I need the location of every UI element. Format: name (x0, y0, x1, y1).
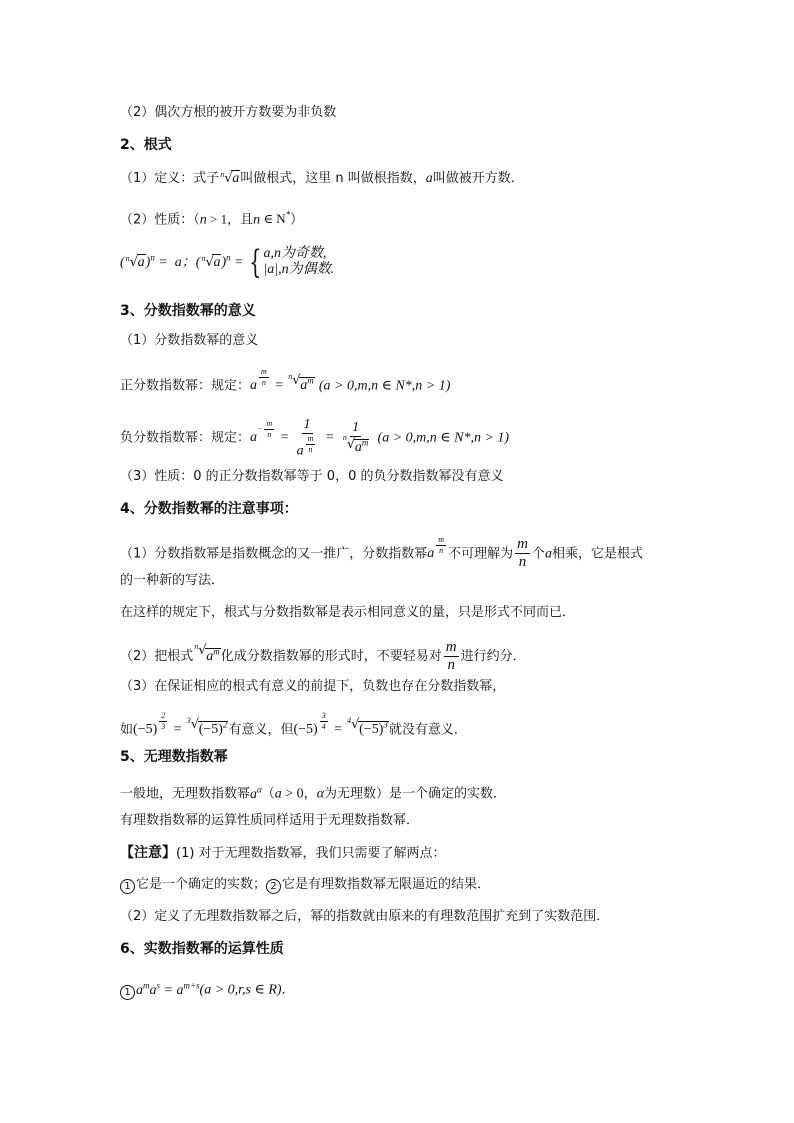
s51-text-a: 一般地，无理数指数幂 (120, 786, 251, 802)
note-extension: （2）定义了无理数指数幂之后，幂的指数就由原来的有理数范围扩充到了实数范围． (120, 909, 610, 924)
s51-text-b: （ (261, 786, 275, 802)
cases-block (263, 246, 334, 278)
pos-formula: a $^{\frac{m}{n}}$ = n √ $a^m$ (250, 367, 314, 394)
n1-var-a: a (544, 546, 552, 562)
note-block (120, 844, 446, 863)
note-4-2 (120, 640, 526, 673)
n2-text-a: （2）把根式 (120, 649, 194, 664)
n1-text-b: 不可理解为 (448, 546, 514, 562)
neg-condition: (a > 0,m,n ∈ N*,n > 1) (377, 430, 510, 446)
n1-text-d: 相乘，它是根式 (551, 546, 643, 562)
case-even: |a|,n为偶数. (263, 262, 335, 277)
note-points (120, 876, 490, 894)
n1-text-a: （1）分数指数幂是指数概念的又一推广，分数指数幂 (120, 546, 428, 562)
rule-1 (120, 976, 295, 1000)
section-6-heading: 6、实数指数幂的运算性质 (120, 941, 284, 957)
section-4-heading: 4、分数指数幂的注意事项： (120, 501, 298, 517)
radical-definition (120, 170, 524, 188)
n2-radical: n √ $a^m$ (194, 642, 220, 664)
n3b-text-a: 如 (120, 722, 134, 738)
note-4-1-cont: 的一种新的写法． (120, 573, 225, 588)
section-3-heading: 3、分数指数幂的意义 (120, 303, 256, 319)
positive-fraction-power (120, 368, 450, 395)
prop-text-b: ，且 (227, 212, 254, 228)
n2-text-c: 进行约分． (460, 649, 526, 664)
note-text: (1) 对于无理数指数幂，我们只需要了解两点： (176, 846, 446, 861)
n2-fraction: $\frac{m}{n}$ (445, 639, 457, 673)
subsection-3-1: （1）分数指数幂的意义 (120, 333, 259, 348)
a-alpha: $a^\alpha$ (250, 784, 262, 802)
circled-one-icon: 1 (120, 879, 135, 894)
note-4-3-example (120, 712, 467, 739)
radical-properties: （2）性质：（n > 1，且n ∈ N*） (120, 210, 304, 228)
def-text-a: （1）定义：式子 (120, 171, 220, 186)
circled-two-icon: 2 (266, 879, 281, 894)
neg-label: 负分数指数幂：规定： (120, 430, 251, 446)
prop-text-c: ） (290, 212, 304, 228)
note-4-1 (120, 536, 643, 570)
s51-text-c: ， (303, 786, 317, 802)
irrational-definition (120, 780, 506, 804)
even-root-note: （2）偶次方根的被开方数要为非负数 (120, 105, 337, 120)
formula-root-power: ( n √ a)$^n$ = a；( n √ a)$^n$ = (120, 251, 248, 270)
negative-fraction-power (120, 418, 509, 458)
pos-condition: (a > 0,m,n ∈ N*,n > 1) (318, 378, 451, 394)
rule-1-formula: $a^ma^s = a^{m+s}$ (136, 980, 200, 998)
rule-1-end: ． (281, 982, 295, 998)
radical-power-formula: ( n √ a)$^n$ = a；( n √ a)$^n$ = { a,n为奇数, |a|,n为偶数. (120, 243, 335, 281)
n2-text-b: 化成分数指数幂的形式时，不要轻易对 (220, 649, 442, 664)
n3b-text-c: 就没有意义． (388, 722, 467, 738)
neg-formula: $a^{- \frac{m}{n}}$ = 1 a $^{\frac{m}{n}}$ = 1 n √ $a^m$ (250, 417, 369, 459)
case-odd: a,n为奇数, (263, 246, 327, 261)
section-2-heading: 2、根式 (120, 137, 172, 153)
cond-n-gt-1: n (199, 212, 207, 228)
note-point-1: 它是一个确定的实数； (136, 877, 267, 892)
a-gt-0: a > 0 (274, 786, 304, 802)
rule-1-condition: (a > 0,r,s ∈ R) (199, 982, 282, 998)
def-text-b: 叫做根式，这里 n 叫做根指数， (240, 171, 426, 186)
pos-label: 正分数指数幂：规定： (120, 378, 251, 394)
var-a: a (425, 171, 433, 186)
s51-text-d: 为无理数）是一个确定的实数． (324, 786, 507, 802)
radical-expr: n √ a (220, 170, 240, 186)
circled-one-icon: 1 (120, 985, 135, 1000)
note-point-2: 它是有理数指数幂无限逼近的结果． (282, 877, 491, 892)
cond-n-in-N: n (253, 212, 261, 228)
note-4-1-extra: 在这样的规定下，根式与分数指数幂是表示相同意义的量，只是形式不同而已． (120, 605, 576, 620)
example-invalid: (−5) $^{\frac{3}{4}}$ = 4 √ $(-5)^3$ (293, 711, 388, 738)
example-valid: (−5) $^{\frac{2}{3}}$ = 3 √ $(-5)^2$ (133, 711, 228, 738)
section-5-heading: 5、无理数指数幂 (120, 749, 228, 765)
n1-text-c: 个 (531, 546, 545, 562)
def-text-c: 叫做被开方数． (432, 171, 524, 186)
n1-power: a $^{\frac{m}{n}}$ (427, 535, 445, 562)
n3b-text-b: 有意义，但 (228, 722, 294, 738)
n1-fraction: $\frac{m}{n}$ (517, 536, 528, 571)
irrational-rules-apply: 有理数指数幂的运算性质同样适用于无理数指数幂． (120, 813, 420, 828)
subsection-3-3: （3）性质：0 的正分数指数幂等于 0，0 的负分数指数幂没有意义 (120, 469, 504, 484)
note-tag: 【注意】 (120, 845, 176, 861)
note-4-3: （3）在保证相应的根式有意义的前提下，负数也存在分数指数幂， (120, 679, 506, 694)
alpha-sym: α (316, 786, 325, 802)
prop-text-a: （2）性质：（ (120, 212, 200, 228)
